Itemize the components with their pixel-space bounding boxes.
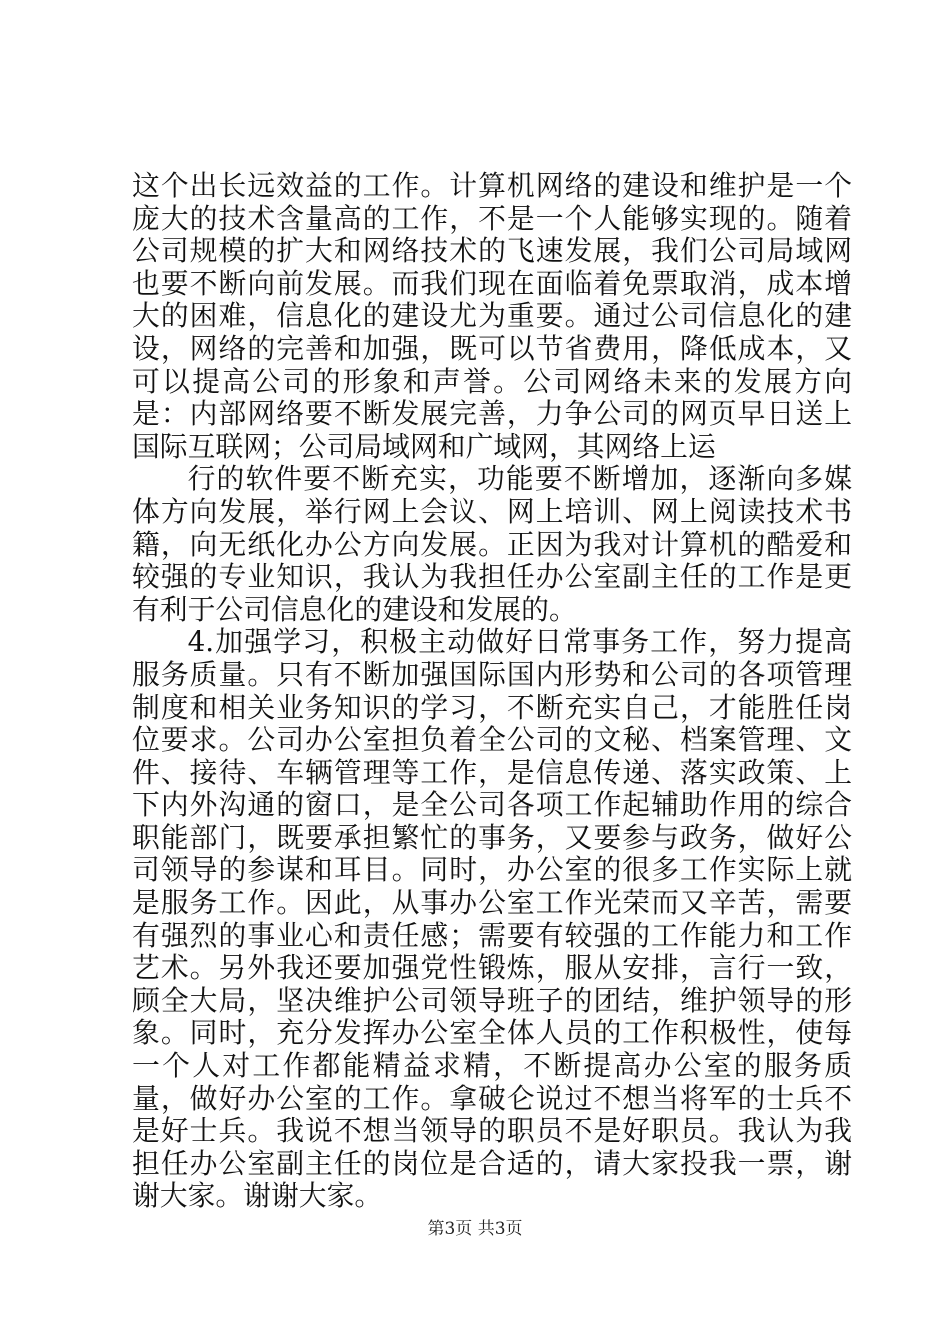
document-body <box>132 170 852 1213</box>
page-number-footer: 第3页 共3页 <box>427 1219 523 1239</box>
body-paragraph-3: 4.加强学习，积极主动做好日常事务工作，努力提高服务质量。只有不断加强国际国内形势和公司的各项管理制度和相关业务知识的学习，不断充实自己，才能胜任岗位要求。公司办公室担负着全公司的文秘、档案管理、文件、接待、车辆管理等工作，是信息传递、落实政策、上下内外沟通的窗口，是全公司各项工作起辅助作用的综合职能部门，既要承担繁忙的事务，又要参与政务，做好公司领导的参谋和耳目。同时，办公室的很多工作实际上就是服务工作。因此，从事办公室工作光荣而又辛苦，需要有强烈的事业心和责任感；需要有较强的工作能力和工作艺术。另外我还要加强党性锻炼，服从安排，言行一致，顾全大局，坚决维护公司领导班子的团结，维护领导的形象。同时，充分发挥办公室全体人员的工作积极性，使每一个人对工作都能精益求精，不断提高办公室的服务质量，做好办公室的工作。拿破仑说过不想当将军的士兵不是好士兵。我说不想当领导的职员不是好职员。我认为我担任办公室副主任的岗位是合适的，请大家投我一票，谢谢大家。谢谢大家。 <box>132 625 852 1213</box>
body-paragraph-2: 行的软件要不断充实，功能要不断增加，逐渐向多媒体方向发展，举行网上会议、网上培训、网上阅读技术书籍，向无纸化办公方向发展。正因为我对计算机的酷爱和较强的专业知识，我认为我担任办公室副主任的工作是更有利于公司信息化的建设和发展的。 <box>132 462 852 626</box>
body-paragraph-1: 这个出长远效益的工作。计算机网络的建设和维护是一个庞大的技术含量高的工作，不是一个人能够实现的。随着公司规模的扩大和网络技术的飞速发展，我们公司局域网也要不断向前发展。而我们现在面临着免票取消，成本增大的困难，信息化的建设尤为重要。通过公司信息化的建设，网络的完善和加强，既可以节省费用，降低成本，又可以提高公司的形象和声誉。公司网络未来的发展方向是：内部网络要不断发展完善，力争公司的网页早日送上国际互联网；公司局域网和广域网，其网络上运 <box>132 169 852 463</box>
